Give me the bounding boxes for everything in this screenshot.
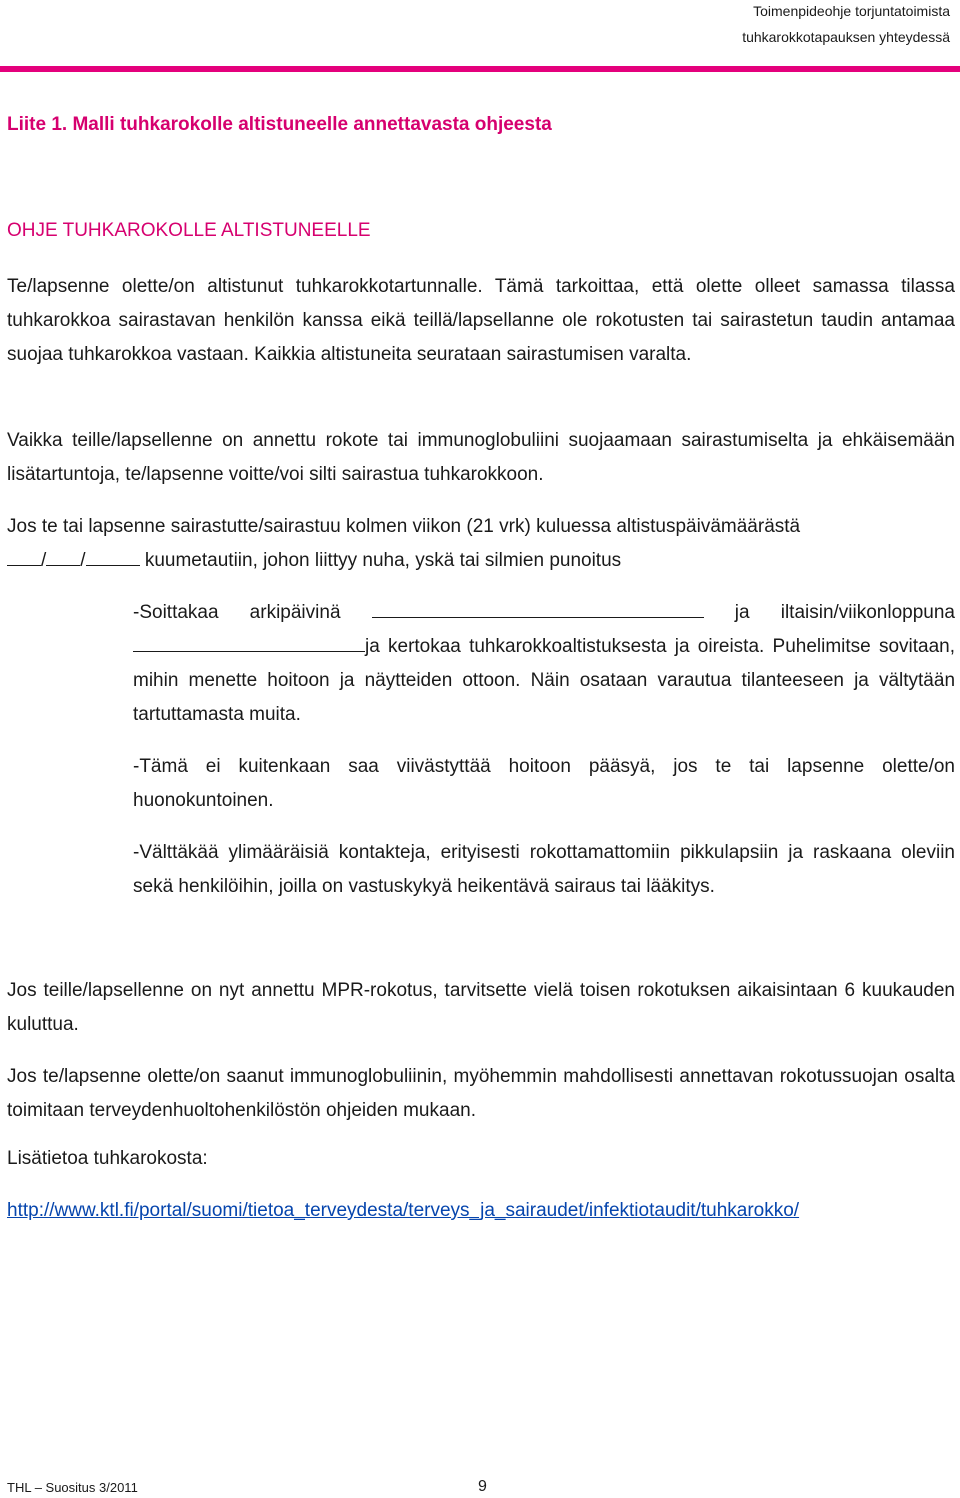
exposure-text: Te/lapsenne olette/on altistunut tuhkarokkotartunnalle. Tämä tarkoittaa, että olette olleet samassa tilassa tuhkarokkoa sairastavan henkilön kanssa eikä teillä/lapsellanne ole rokotusten tai sairastetun taudin antamaa suojaa tuhkarokkoa vastaan. [7,276,955,365]
avoid-contacts-instruction: -Välttäkää ylimääräisiä kontakteja, erityisesti rokottamattomiin pikkulapsiin ja raskaana oleviin sekä henkilöihin, joilla on vastuskykyä heikentävä sairaus tai lääkitys. [133,842,955,897]
page-number: 9 [478,1478,487,1495]
day-blank[interactable] [7,545,41,566]
delay-instruction: -Tämä ei kuitenkaan saa viivästyttää hoitoon pääsyä, jos te tai lapsenne olette/on huonokuntoinen. [133,756,955,811]
mpr-paragraph: Jos teille/lapsellenne on nyt annettu MPR-rokotus, tarvitsette vielä toisen rokotuksen aikaisintaan 6 kuukauden kuluttua. [7,980,955,1035]
evening-phone-blank[interactable] [133,631,365,652]
date-separator: / [41,550,47,571]
date-separator: / [80,550,86,571]
month-blank[interactable] [46,545,80,566]
monitoring-text: Kaikkia altistuneita seurataan sairastumisen varalta. [254,344,692,365]
weekday-phone-blank[interactable] [372,597,704,618]
vaccine-paragraph: Vaikka teille/lapsellenne on annettu rokote tai immunoglobuliini suojaamaan sairastumiselta ja ehkäisemään lisätartuntoja, te/lapsenne voitte/voi silti sairastua tuhkarokkoon. [7,430,955,485]
header-line-1: Toimenpideohje torjuntatoimista [753,3,950,19]
call-evenings-text: ja iltaisin/viikonloppuna [734,602,955,623]
call-tell-text: ja kertokaa tuhkarokkoaltistuksesta ja oireista. Puhelimitse sovitaan, mihin menette hoitoon ja näytteiden ottoon. [133,636,955,691]
immunoglobulin-paragraph: Jos te/lapsenne olette/on saanut immunoglobuliinin, myöhemmin mahdollisesti annettavan rokotussuojan osalta toimitaan terveydenhuoltohenkilöstön ohjeiden mukaan. [7,1066,955,1121]
header-rule [0,66,960,72]
call-weekdays-text: -Soittakaa arkipäivinä [133,602,341,623]
call-instruction [133,596,955,732]
symptom-tail-text: kuumetautiin, johon liittyy nuha, yskä tai silmien punoitus [144,550,622,571]
exposure-paragraph [7,270,955,372]
instruction-title: OHJE TUHKAROKOLLE ALTISTUNEELLE [7,220,371,241]
appendix-title: Liite 1. Malli tuhkarokolle altistuneelle annettavasta ohjeesta [7,114,552,135]
year-blank[interactable] [86,545,140,566]
footer-label: THL – Suositus 3/2011 [7,1480,138,1495]
symptom-text: Jos te tai lapsenne sairastutte/sairastuu kolmen viikon (21 vrk) kuluessa altistuspäivämäärästä [7,516,801,537]
symptom-paragraph [7,510,955,578]
running-header [742,0,950,50]
info-link[interactable]: http://www.ktl.fi/portal/suomi/tietoa_terveydesta/terveys_ja_sairaudet/infektiotaudit/tuhkarokko/ [7,1200,800,1221]
header-line-2: tuhkarokkotapauksen yhteydessä [742,29,950,45]
more-info-label: Lisätietoa tuhkarokosta: [7,1148,208,1169]
date-fill-in[interactable] [7,550,145,571]
call-prepare-text: Näin osataan varautua tilanteeseen ja vältytään tartuttamasta muita. [133,670,956,725]
